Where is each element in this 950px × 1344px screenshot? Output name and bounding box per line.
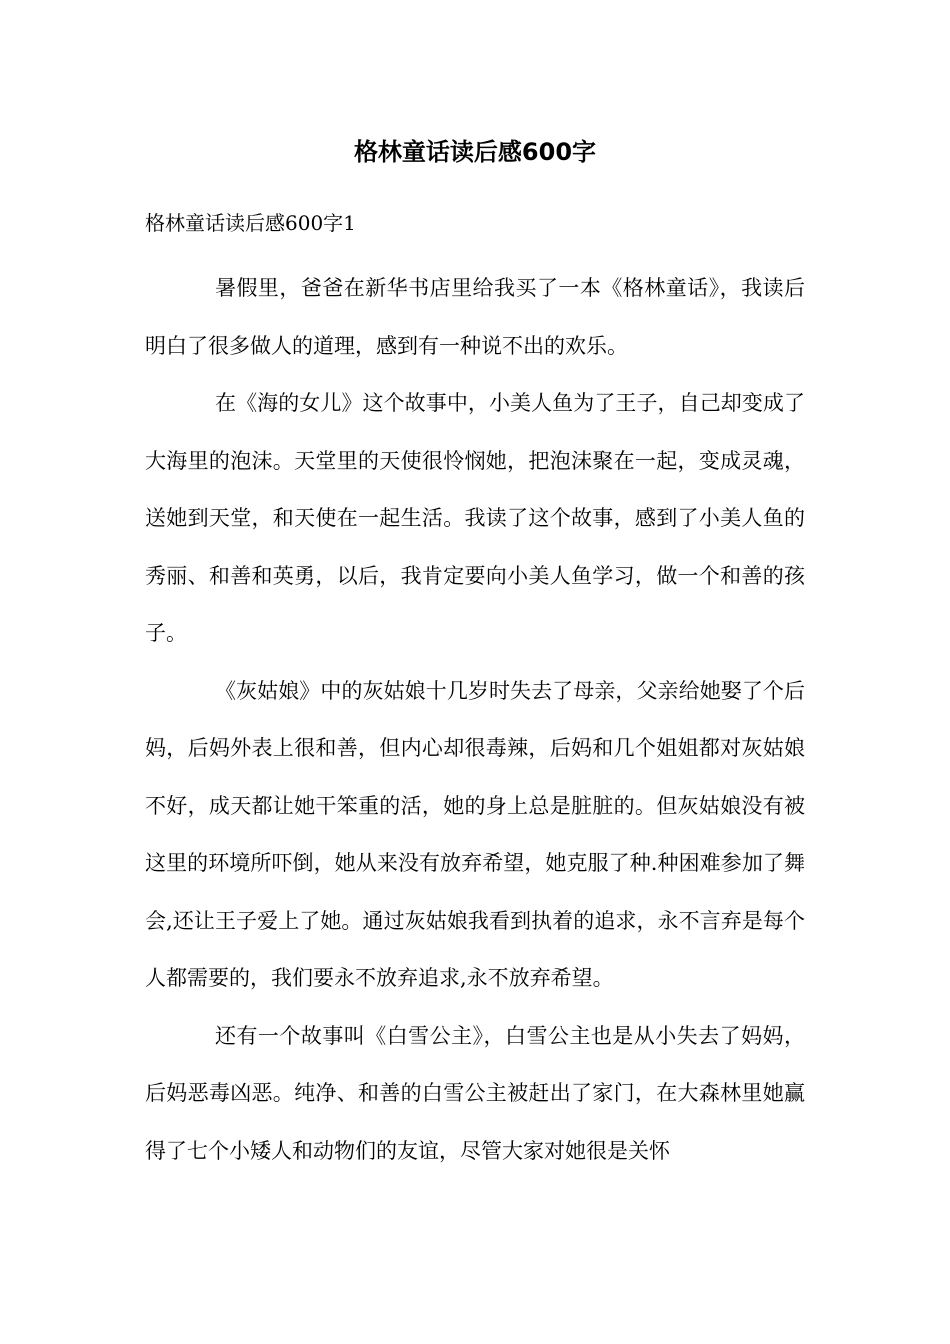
paragraph-snow-white: 还有一个故事叫《白雪公主》，白雪公主也是从小失去了妈妈，后妈恶毒凶恶。纯净、和善的白雪公主被赶出了家门，在大森林里她赢得了七个小矮人和动物们的友谊，尽管大家对她很是关怀 [145,1023,805,1163]
body-text [145,260,805,1180]
paragraph-summer: 暑假里，爸爸在新华书店里给我买了一本《格林童话》，我读后明白了很多做人的道理，感到有一种说不出的欢乐。 [145,276,805,358]
paragraph-little-mermaid: 在《海的女儿》这个故事中，小美人鱼为了王子，自己却变成了大海里的泡沫。天堂里的天使很怜悯她，把泡沫聚在一起，变成灵魂，送她到天堂，和天使在一起生活。我读了这个故事，感到了小美人鱼的秀丽、和善和英勇，以后，我肯定要向小美人鱼学习，做一个和善的孩子。 [145,391,805,645]
section-heading: 格林童话读后感600字1 [145,211,356,235]
paragraph-cinderella: 《灰姑娘》中的灰姑娘十几岁时失去了母亲，父亲给她娶了个后妈，后妈外表上很和善，但内心却很毒辣，后妈和几个姐姐都对灰姑娘不好，成天都让她干笨重的活，她的身上总是脏脏的。但灰姑娘没有被这里的环境所吓倒，她从来没有放弃希望，她克服了种.种困难参加了舞会,还让王子爱上了她。通过灰姑娘我看到执着的追求，永不言弃是每个人都需要的，我们要永不放弃追求,永不放弃希望。 [145,678,805,990]
document-title: 格林童话读后感600字 [353,138,597,166]
